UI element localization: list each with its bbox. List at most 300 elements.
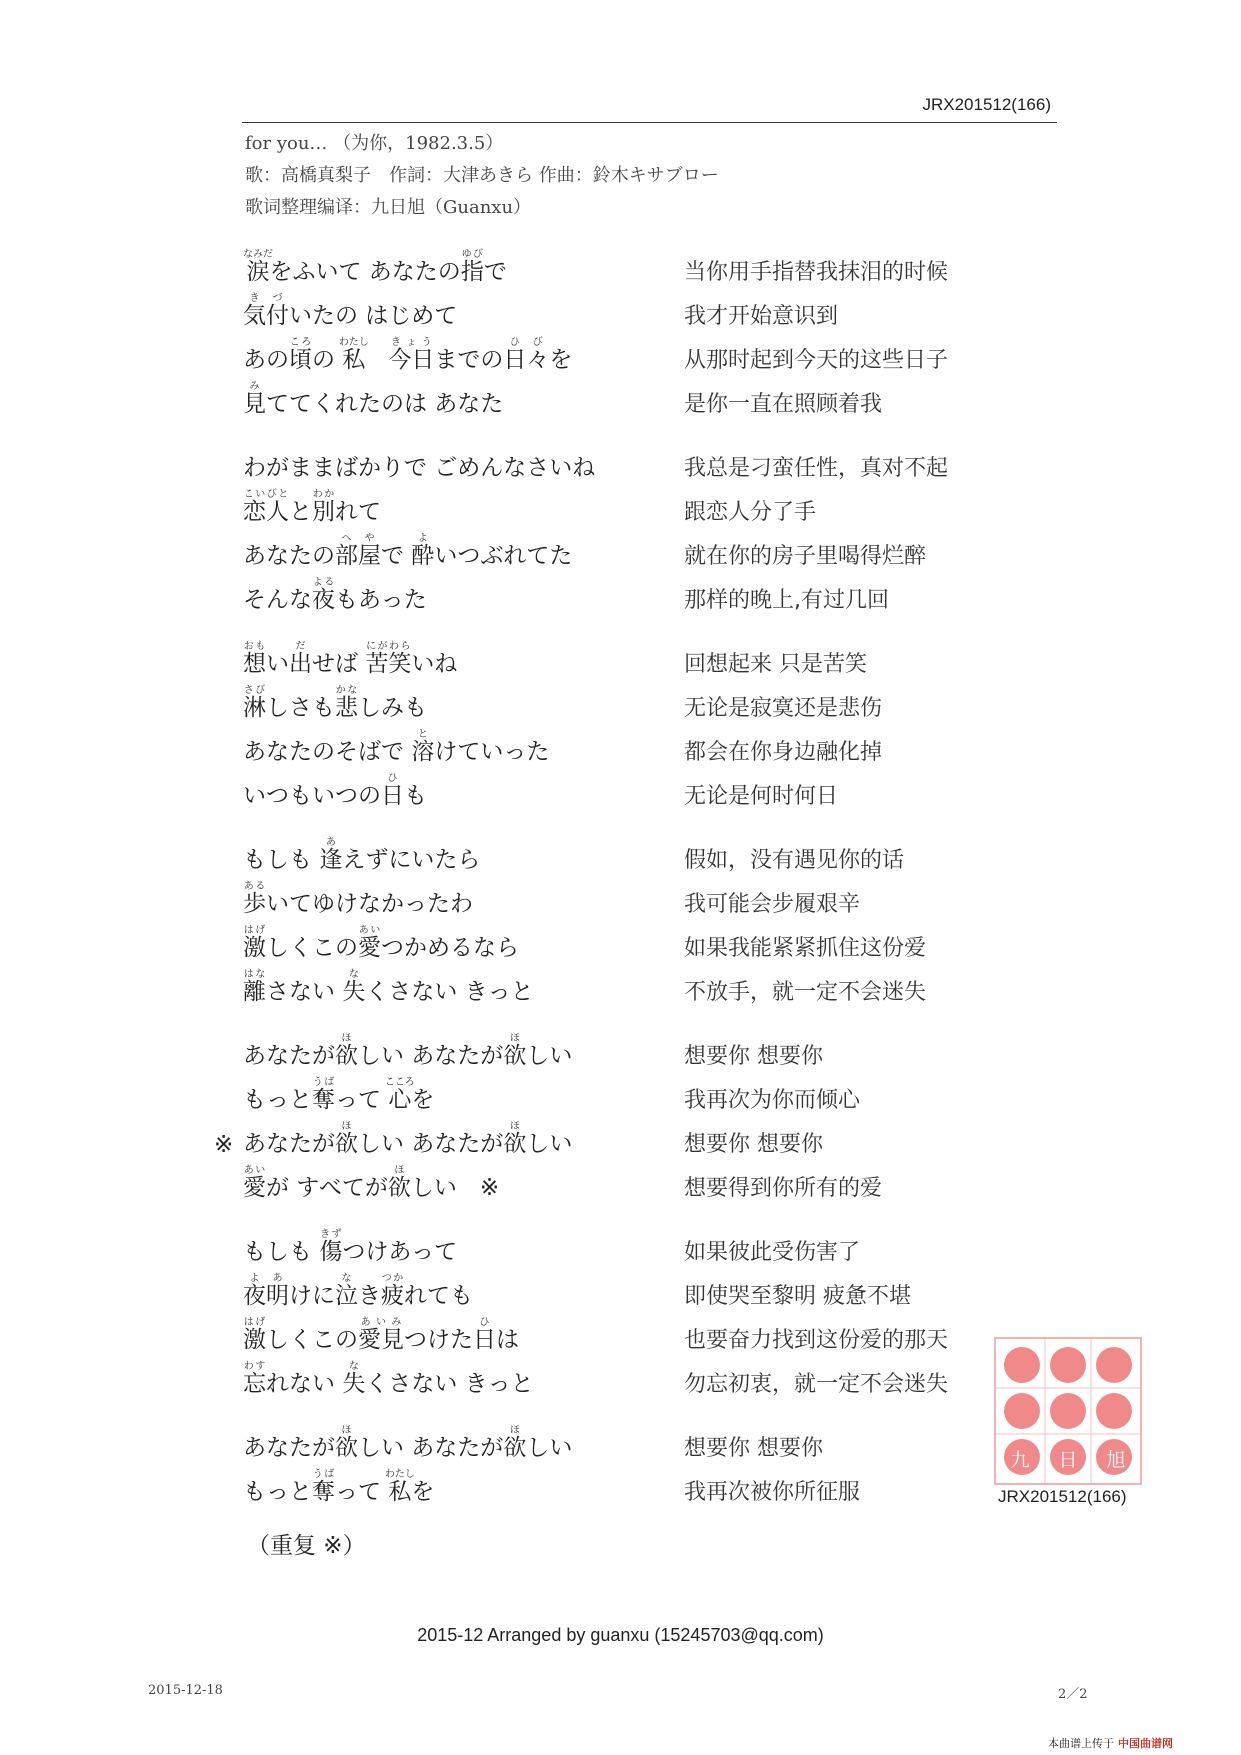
lyric-stanza: [0, 838, 1241, 1014]
kanji: 失: [342, 1371, 366, 1397]
lyric-line: [0, 534, 1241, 578]
furigana: よ: [411, 533, 435, 544]
furigana: わす: [243, 1361, 266, 1372]
furigana: み: [243, 381, 266, 392]
furigana: うば: [312, 1077, 335, 1088]
furigana: ひ: [381, 773, 404, 784]
kanji: 部屋: [335, 543, 381, 569]
kanji: 私: [338, 347, 369, 373]
kanji: 出: [289, 651, 312, 677]
kanji: 私: [384, 1479, 415, 1505]
kana-text: れても: [404, 1283, 473, 1309]
kanji-with-furigana: [473, 1317, 496, 1353]
kanji: 涙: [243, 259, 273, 285]
kanji-with-furigana: [335, 1273, 358, 1309]
kanji-with-furigana: [243, 1165, 266, 1201]
furigana: きょう: [388, 337, 435, 348]
lyric-line: [0, 1034, 1241, 1078]
kanji: 傷: [319, 1239, 343, 1265]
kanji: 欲: [503, 1043, 527, 1069]
kana-text: までの: [434, 347, 504, 373]
lyric-line: [0, 882, 1241, 926]
kana-text: しみも: [358, 695, 427, 721]
kana-text: [365, 347, 388, 373]
lyric-line: [0, 838, 1241, 882]
kanji-with-furigana: [243, 1361, 266, 1397]
furigana: あい: [358, 925, 381, 936]
kanji: 欲: [335, 1131, 358, 1157]
lyric-line: [0, 338, 1241, 382]
kanji-with-furigana: [335, 533, 381, 569]
kanji-with-furigana: [335, 685, 358, 721]
kanji-with-furigana: [503, 1121, 527, 1157]
kana-text: けに: [289, 1283, 335, 1309]
chinese-translation: 我总是刁蛮任性，真对不起: [684, 456, 949, 481]
kanji-with-furigana: [243, 293, 289, 329]
kana-text: さない: [266, 979, 343, 1005]
lyric-line: [0, 1274, 1241, 1318]
kanji-with-furigana: [387, 1165, 411, 1201]
furigana: な: [335, 1273, 358, 1284]
kana-text: き: [358, 1283, 381, 1309]
kanji-with-furigana: [319, 837, 343, 873]
kana-text: もっと: [243, 1479, 312, 1505]
furigana: さび: [243, 685, 266, 696]
song-credits: 歌：高橋真梨子 作詞：大津あきら 作曲：鈴木キサブロー: [245, 165, 719, 186]
japanese-lyric: [243, 381, 503, 418]
furigana: ある: [243, 881, 266, 892]
kana-text: をふいて あなたの: [269, 259, 461, 285]
kanji-with-furigana: [358, 1317, 404, 1353]
chinese-translation: 都会在你身边融化掉: [684, 740, 883, 765]
kana-text: しくこの: [266, 1327, 358, 1353]
upload-site-logo: 中国曲谱网: [1118, 1737, 1173, 1750]
furigana: はげ: [243, 1317, 266, 1328]
lyric-line: [0, 490, 1241, 534]
kanji-with-furigana: [411, 729, 435, 765]
japanese-lyric: [243, 1317, 519, 1354]
lyric-stanza: [0, 642, 1241, 818]
furigana: ほ: [503, 1033, 527, 1044]
japanese-lyric: [243, 1077, 434, 1114]
kanji: 失: [342, 979, 366, 1005]
kana-text: いたの はじめて: [289, 303, 458, 329]
kana-text: つけあって: [342, 1239, 458, 1265]
kanji: 欲: [335, 1043, 358, 1069]
kana-text: しい あなたが: [358, 1131, 504, 1157]
kana-text: で: [381, 543, 412, 569]
kana-text: って: [335, 1479, 389, 1505]
page-number: 2／2: [1058, 1687, 1088, 1702]
kanji: 今日: [388, 347, 435, 373]
kanji-with-furigana: [388, 337, 435, 373]
furigana: きづ: [243, 293, 289, 304]
kana-text: を: [411, 1479, 435, 1505]
lyric-line: [0, 446, 1241, 490]
kanji: 欲: [503, 1131, 527, 1157]
kanji: 酔: [411, 543, 435, 569]
japanese-lyric: [243, 1273, 473, 1310]
lyric-line: [0, 1166, 1241, 1210]
kanji: 欲: [335, 1435, 358, 1461]
kanji-with-furigana: [460, 249, 484, 285]
furigana: よあ: [243, 1273, 289, 1284]
kanji-with-furigana: [365, 641, 412, 677]
kana-text: の: [312, 347, 343, 373]
kana-text: あなたが: [243, 1131, 335, 1157]
kana-text: れない: [266, 1371, 343, 1397]
kanji-with-furigana: [243, 641, 266, 677]
furigana: ほ: [335, 1033, 358, 1044]
kanji-with-furigana: [342, 969, 366, 1005]
lyric-line: [0, 686, 1241, 730]
kanji-with-furigana: [503, 337, 550, 373]
kanji: 頃: [289, 347, 312, 373]
kanji-with-furigana: [358, 925, 381, 961]
furigana: な: [342, 969, 366, 980]
furigana: にがわら: [365, 641, 412, 652]
kana-text: が すべてが: [266, 1175, 388, 1201]
japanese-lyric: [243, 1229, 457, 1266]
kana-text: で: [483, 259, 507, 285]
japanese-lyric: [243, 249, 507, 286]
kanji: 恋人: [243, 499, 289, 525]
kanji: 溶: [411, 739, 435, 765]
japanese-lyric: [243, 449, 595, 482]
furigana: きず: [319, 1229, 343, 1240]
kanji-with-furigana: [384, 1077, 415, 1113]
furigana: ひび: [503, 337, 550, 348]
chinese-translation: 从那时起到今天的这些日子: [684, 348, 949, 373]
kanji: 激: [243, 935, 266, 961]
furigana: ほ: [335, 1425, 358, 1436]
kanji-with-furigana: [243, 881, 266, 917]
chinese-translation: 勿忘初衷，就一定不会迷失: [684, 1372, 949, 1397]
kanji-with-furigana: [384, 1469, 415, 1505]
kanji: 歩: [243, 891, 266, 917]
kana-text: くさない きっと: [365, 1371, 534, 1397]
japanese-lyric: [243, 881, 473, 918]
kanji: 欲: [503, 1435, 527, 1461]
kanji-with-furigana: [342, 1361, 366, 1397]
kanji: 見: [243, 391, 266, 417]
kanji-with-furigana: [335, 1425, 358, 1461]
japanese-lyric: [243, 641, 457, 678]
furigana: おも: [243, 641, 266, 652]
japanese-lyric: [243, 1033, 572, 1070]
chinese-translation: 那样的晚上,有过几回: [684, 588, 889, 613]
kanji-with-furigana: [243, 685, 266, 721]
furigana: ほ: [503, 1121, 527, 1132]
kana-text: しい: [526, 1435, 573, 1461]
lyric-line: [0, 1230, 1241, 1274]
kana-text: と: [289, 499, 312, 525]
lyric-line: [0, 730, 1241, 774]
furigana: よる: [312, 577, 335, 588]
kanji-with-furigana: [243, 1317, 266, 1353]
lyric-line: [0, 926, 1241, 970]
kanji: 疲: [381, 1283, 404, 1309]
japanese-lyric: [243, 1165, 499, 1202]
japanese-lyric: [243, 685, 427, 722]
kana-text: つけた: [404, 1327, 473, 1353]
furigana: ほ: [503, 1425, 527, 1436]
header-rule: [242, 122, 1057, 123]
kanji: 愛見: [358, 1327, 404, 1353]
japanese-lyric: [243, 729, 549, 766]
chinese-translation: 也要奋力找到这份爱的那天: [684, 1328, 949, 1353]
kanji-with-furigana: [338, 337, 369, 373]
kanji: 愛: [243, 1175, 266, 1201]
kanji: 離: [243, 979, 266, 1005]
seal-char: 九: [1010, 1449, 1030, 1471]
kana-text: もしも: [243, 1239, 320, 1265]
japanese-lyric: [243, 337, 572, 374]
kanji: 奪: [312, 1479, 335, 1505]
chinese-translation: 回想起来 只是苦笑: [684, 652, 867, 677]
kana-text: えずにいたら: [342, 847, 481, 873]
kana-text: を: [411, 1087, 435, 1113]
lyric-line: [0, 578, 1241, 622]
furigana: かな: [335, 685, 358, 696]
print-date: 2015-12-18: [148, 1683, 223, 1698]
upload-text: 本曲谱上传于: [1048, 1737, 1114, 1750]
kana-text: しい あなたが: [358, 1043, 504, 1069]
chinese-translation: 我才开始意识到: [684, 304, 839, 329]
kanji: 気付: [243, 303, 289, 329]
kanji-with-furigana: [319, 1229, 343, 1265]
furigana: ゆび: [460, 249, 484, 260]
kanji-with-furigana: [381, 773, 404, 809]
kanji: 想: [243, 651, 266, 677]
chinese-translation: 我再次被你所征服: [684, 1480, 861, 1505]
kanji-with-furigana: [381, 1273, 404, 1309]
kanji-with-furigana: [243, 381, 266, 417]
chinese-translation: 想要得到你所有的爱: [684, 1176, 883, 1201]
japanese-lyric: [243, 1469, 434, 1506]
furigana: わか: [312, 489, 335, 500]
kana-text: い: [266, 651, 289, 677]
document-code: JRX201512(166): [922, 95, 1051, 114]
chinese-translation: 就在你的房子里喝得烂醉: [684, 544, 927, 569]
kanji: 夜: [312, 587, 335, 613]
kana-text: しくこの: [266, 935, 358, 961]
kana-text: あなたが: [243, 1043, 335, 1069]
furigana: わたし: [384, 1469, 415, 1480]
upload-source: [1048, 1735, 1173, 1751]
chinese-translation: 想要你 想要你: [684, 1044, 823, 1069]
chinese-translation: 即使哭至黎明 疲惫不堪: [684, 1284, 911, 1309]
kanji: 苦笑: [365, 651, 412, 677]
furigana: あ: [319, 837, 343, 848]
japanese-lyric: [243, 1425, 572, 1462]
kana-text: しい: [526, 1043, 573, 1069]
kana-text: は: [496, 1327, 519, 1353]
kanji: 心: [384, 1087, 415, 1113]
kana-text: れて: [335, 499, 381, 525]
kanji: 泣: [335, 1283, 358, 1309]
japanese-lyric: [243, 1121, 572, 1158]
chinese-translation: 不放手，就一定不会迷失: [684, 980, 927, 1005]
kanji: 欲: [387, 1175, 411, 1201]
japanese-lyric: [243, 969, 534, 1006]
kana-text: を: [549, 347, 573, 373]
kanji-with-furigana: [289, 337, 312, 373]
japanese-lyric: [243, 533, 572, 570]
furigana: うば: [312, 1469, 335, 1480]
furigana: わたし: [338, 337, 369, 348]
furigana: ほ: [387, 1165, 411, 1176]
japanese-lyric: [243, 773, 427, 810]
kana-text: くさない きっと: [365, 979, 534, 1005]
kanji-with-furigana: [289, 641, 312, 677]
kanji: 忘: [243, 1371, 266, 1397]
kanji-with-furigana: [243, 925, 266, 961]
kana-text: ててくれたのは あなた: [266, 391, 504, 417]
chinese-translation: 我再次为你而倾心: [684, 1088, 861, 1113]
lyric-line: [0, 1122, 1241, 1166]
chinese-translation: 我可能会步履艰辛: [684, 892, 861, 917]
lyric-line: [0, 642, 1241, 686]
kanji: 夜明: [243, 1283, 289, 1309]
kana-text: しい あなたが: [358, 1435, 504, 1461]
japanese-lyric: [243, 489, 381, 526]
kanji: 指: [460, 259, 484, 285]
lyric-line: [0, 1078, 1241, 1122]
kanji: 日: [473, 1327, 496, 1353]
chinese-translation: 是你一直在照顾着我: [684, 392, 883, 417]
kanji: 愛: [358, 935, 381, 961]
kana-text: もしも: [243, 847, 320, 873]
kanji-with-furigana: [335, 1033, 358, 1069]
chinese-translation: 无论是何时何日: [684, 784, 839, 809]
kanji: 激: [243, 1327, 266, 1353]
repeat-mark: ※: [214, 1132, 234, 1158]
lyric-stanza: [0, 1034, 1241, 1210]
kana-text: も: [404, 783, 427, 809]
furigana: あいみ: [358, 1317, 404, 1328]
chinese-translation: 无论是寂寞还是悲伤: [684, 696, 883, 721]
seal-char: 日: [1058, 1449, 1078, 1471]
kana-text: って: [335, 1087, 389, 1113]
kanji-with-furigana: [243, 1273, 289, 1309]
kanji-with-furigana: [503, 1033, 527, 1069]
kana-text: しい: [526, 1131, 573, 1157]
japanese-lyric: [243, 293, 457, 330]
furigana: ころ: [289, 337, 312, 348]
lyric-stanza: [0, 446, 1241, 622]
kanji-with-furigana: [503, 1425, 527, 1461]
lyric-line: [0, 970, 1241, 1014]
song-title: for you… （为你，1982.3.5）: [245, 133, 504, 154]
seal-characters: [996, 1445, 1140, 1472]
chinese-translation: 如果我能紧紧抓住这份爱: [684, 936, 927, 961]
furigana: なみだ: [243, 249, 273, 260]
japanese-lyric: [243, 577, 427, 614]
furigana: はな: [243, 969, 266, 980]
japanese-lyric: [243, 1361, 534, 1398]
kanji: 悲: [335, 695, 358, 721]
chinese-translation: 当你用手指替我抹泪的时候: [684, 260, 949, 285]
kana-text: しさも: [266, 695, 335, 721]
kanji: 奪: [312, 1087, 335, 1113]
kana-text: あの: [243, 347, 289, 373]
kana-text: もっと: [243, 1087, 312, 1113]
furigana: な: [342, 1361, 366, 1372]
furigana: だ: [289, 641, 312, 652]
kanji-with-furigana: [243, 489, 289, 525]
furigana: こころ: [384, 1077, 415, 1088]
kanji-with-furigana: [312, 1469, 335, 1505]
japanese-lyric: [243, 837, 480, 874]
kanji: 日: [381, 783, 404, 809]
chinese-translation: 假如，没有遇见你的话: [684, 848, 905, 873]
furigana: つか: [381, 1273, 404, 1284]
kana-text: そんな: [243, 587, 312, 613]
kana-text: いね: [411, 651, 458, 677]
kanji: 日々: [503, 347, 550, 373]
lyric-line: [0, 250, 1241, 294]
arrangement-credit: 2015-12 Arranged by guanxu (15245703@qq.com): [417, 1625, 824, 1645]
lyric-line: [0, 382, 1241, 426]
stamp-document-code: JRX201512(166): [998, 1487, 1127, 1506]
kana-text: もあった: [335, 587, 427, 613]
kana-text: しい ※: [410, 1175, 500, 1201]
kanji-with-furigana: [411, 533, 435, 569]
chinese-translation: 如果彼此受伤害了: [684, 1240, 861, 1265]
lyric-line: [0, 774, 1241, 818]
kana-text: あなたのそばで: [243, 739, 412, 765]
furigana: ほ: [335, 1121, 358, 1132]
kana-text: つかめるなら: [381, 935, 519, 961]
chinese-translation: 想要你 想要你: [684, 1436, 823, 1461]
kana-text: あなたの: [243, 543, 335, 569]
furigana: はげ: [243, 925, 266, 936]
kana-text: せば: [312, 651, 366, 677]
kana-text: いつもいつの: [243, 783, 381, 809]
kana-text: いてゆけなかったわ: [266, 891, 473, 917]
chinese-translation: 想要你 想要你: [684, 1132, 823, 1157]
chinese-translation: 跟恋人分了手: [684, 500, 817, 525]
seal-char: 旭: [1106, 1449, 1126, 1471]
kanji-with-furigana: [312, 577, 335, 613]
furigana: ひ: [473, 1317, 496, 1328]
repeat-note: （重复 ※）: [247, 1533, 366, 1559]
kanji-with-furigana: [243, 249, 273, 285]
seal-stamp: [994, 1337, 1142, 1485]
kanji: 逢: [319, 847, 343, 873]
kanji-with-furigana: [335, 1121, 358, 1157]
furigana: と: [411, 729, 435, 740]
kana-text: けていった: [434, 739, 550, 765]
lyric-line: [0, 294, 1241, 338]
kanji-with-furigana: [312, 489, 335, 525]
song-header: [245, 128, 719, 224]
kana-text: わがままばかりで ごめんなさいね: [243, 455, 596, 481]
furigana: へや: [335, 533, 381, 544]
lyric-stanza: [0, 250, 1241, 426]
kanji-with-furigana: [243, 969, 266, 1005]
kanji-with-furigana: [312, 1077, 335, 1113]
furigana: あい: [243, 1165, 266, 1176]
japanese-lyric: [243, 925, 519, 962]
translator-credit: 歌词整理编译：九日旭（Guanxu）: [245, 197, 532, 218]
furigana: こいびと: [243, 489, 289, 500]
kana-text: あなたが: [243, 1435, 335, 1461]
kanji: 淋: [243, 695, 266, 721]
kana-text: いつぶれてた: [434, 543, 573, 569]
kanji: 別: [312, 499, 335, 525]
